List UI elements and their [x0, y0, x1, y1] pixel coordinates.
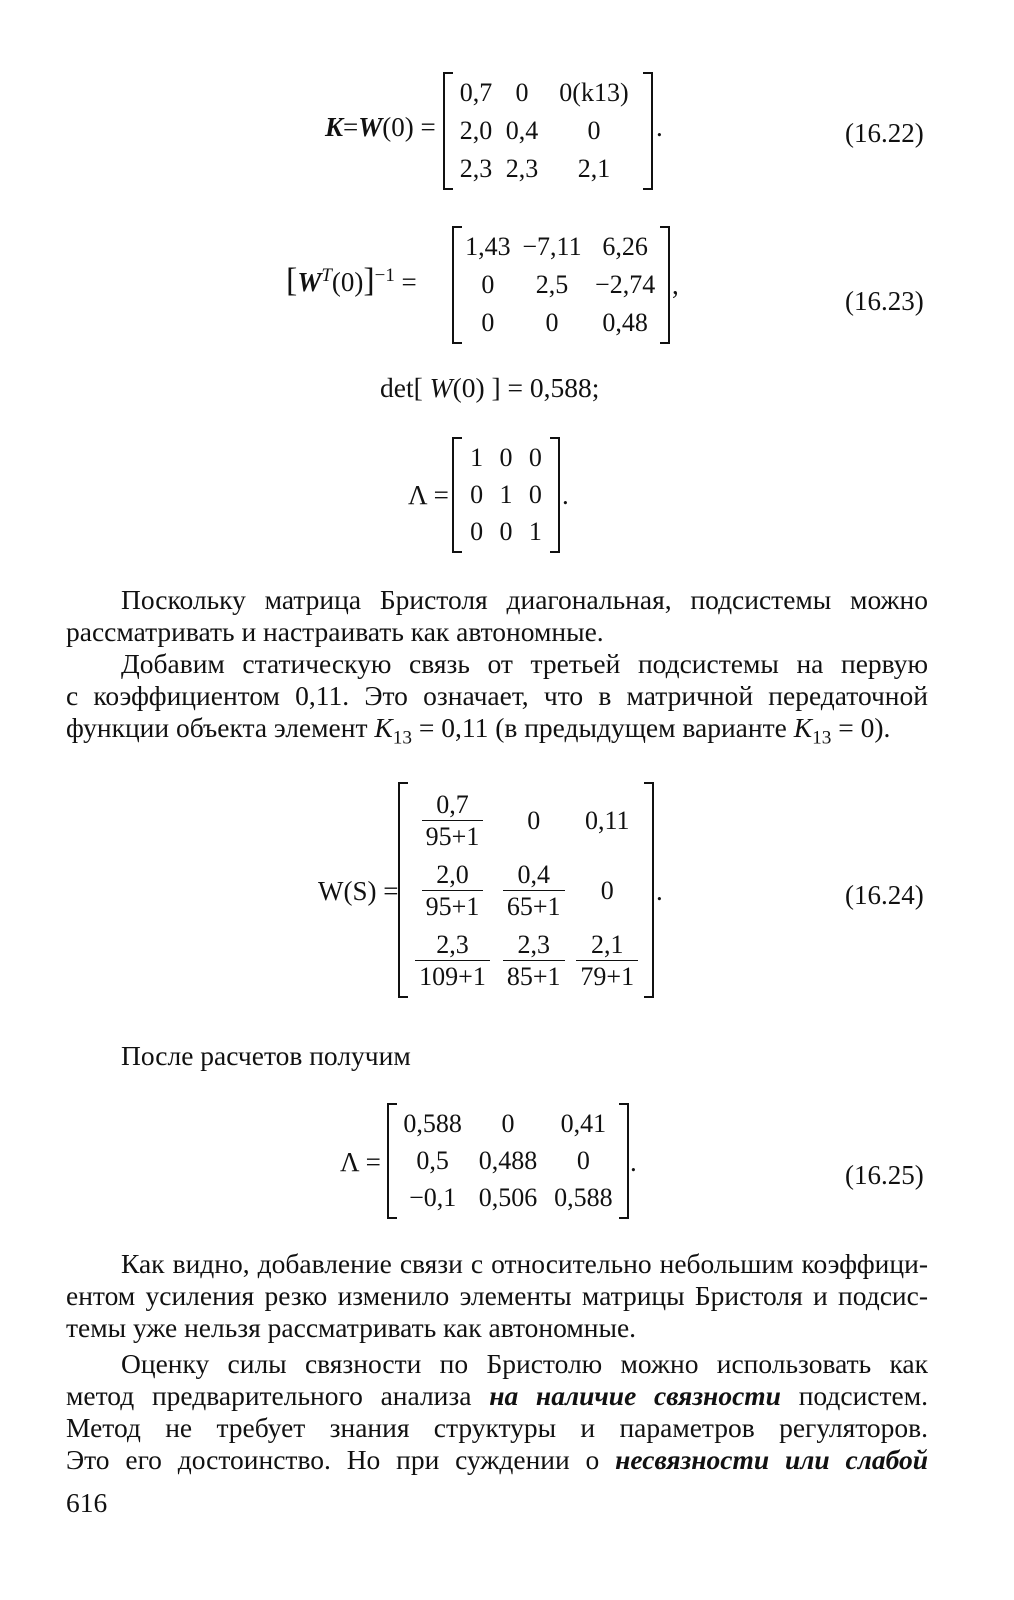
det-w: W [429, 372, 453, 403]
denominator: 95+1 [425, 821, 480, 851]
paragraph-4-line-2-b: подсистем. [780, 1380, 928, 1411]
numerator: 0,4 [503, 860, 565, 891]
matrix-cell: 6,26 [602, 232, 648, 261]
matrix-cell: 0(k13) [559, 78, 629, 107]
matrix-cell: 0,48 [602, 308, 648, 337]
k-subscript: 13 [812, 727, 832, 749]
matrix-cell: −2,74 [595, 270, 656, 299]
numerator: 0,7 [422, 790, 484, 821]
matrix-cell: 0 [470, 479, 484, 509]
matrix-cell: 0,7 [459, 78, 493, 107]
denominator: 95+1 [425, 891, 480, 921]
matrix-cell: 0,506 [478, 1182, 538, 1212]
paragraph-3-line-3: темы уже нельзя рассматривать как автономные. [66, 1312, 637, 1343]
det-pre: det[ [380, 372, 430, 403]
fraction [415, 930, 490, 993]
matrix-cell: 0 [528, 442, 542, 472]
eq-16-22-number: (16.22) [845, 118, 924, 148]
matrix-cell: 0 [600, 876, 614, 905]
lambda-identity-matrix [452, 437, 560, 553]
emphasis-text: несвязности или слабой [615, 1444, 928, 1475]
denominator: 109+1 [419, 961, 486, 991]
fraction [422, 790, 484, 853]
lambda-identity-tail: . [562, 480, 569, 510]
matrix-cell: 0,588 [403, 1108, 462, 1138]
numerator: 2,0 [422, 860, 484, 891]
matrix-cell: 2,1 [577, 154, 611, 183]
lambda-identity-table [462, 439, 550, 550]
eq-16-22-matrix [443, 72, 653, 190]
matrix-cell: 0 [501, 1108, 515, 1138]
eq-16-23-arg: (0) [331, 267, 364, 297]
matrix-cell: 0 [470, 516, 484, 546]
fraction [503, 930, 565, 993]
paragraph-2-line-2: с коэффициентом 0,11. Это означает, что в матричной передаточной [66, 680, 928, 711]
paragraph-2-line-1: Добавим статическую связь от третьей подсистемы на первую [121, 648, 928, 679]
after-calc-line: После расчетов получим [121, 1040, 411, 1071]
eq-16-23-tail: , [672, 270, 679, 300]
eq-16-23-matrix [452, 226, 670, 344]
eq-16-25-number: (16.25) [845, 1160, 924, 1190]
eq-16-22-w: W [358, 112, 383, 142]
matrix-cell: 0 [499, 442, 513, 472]
eq-16-22-table [453, 74, 643, 188]
page-number: 616 [66, 1487, 108, 1518]
k-subscript: 13 [392, 727, 412, 749]
matrix-cell: 0,5 [416, 1145, 449, 1175]
matrix-cell: 2,3 [505, 154, 539, 183]
paragraph-2-line-3-a: функции объекта элемент [66, 712, 375, 743]
numerator: 2,3 [503, 930, 565, 961]
matrix-cell: 0 [576, 1145, 590, 1175]
paragraph-3-line-1: Как видно, добавление связи с относительно небольшим коэффици- [121, 1248, 928, 1279]
matrix-cell: 0,488 [478, 1145, 538, 1175]
fraction [576, 930, 638, 993]
matrix-cell: 2,0 [459, 116, 493, 145]
eq-16-23-sup: T [321, 265, 332, 286]
eq-16-22-tail: . [656, 112, 663, 142]
paragraph-2-line-3 [66, 712, 890, 750]
k-symbol: K [374, 712, 393, 743]
matrix-cell: 0 [587, 116, 601, 145]
paragraph-3-line-2: ентом усиления резко изменило элементы матрицы Бристоля и подсис- [66, 1280, 928, 1311]
matrix-cell: 0 [481, 308, 495, 337]
paragraph-1 [66, 584, 928, 648]
fraction [422, 860, 484, 923]
det-line [380, 372, 599, 404]
eq-16-24-matrix [398, 782, 654, 998]
matrix-cell: 0 [527, 806, 541, 835]
matrix-cell: 0,11 [584, 806, 630, 835]
matrix-cell: 0,588 [554, 1182, 613, 1212]
eq-16-25-lhs: Λ = [340, 1147, 381, 1177]
eq-16-23-exp: −1 [374, 265, 395, 286]
paragraph-4-line-1: Оценку силы связности по Бристолю можно использовать как [121, 1348, 928, 1379]
matrix-cell: 1 [499, 479, 513, 509]
paragraph-2-line-3-c: = 0). [831, 712, 891, 743]
lambda-identity-lhs: Λ = [408, 480, 449, 510]
matrix-cell: −0,1 [409, 1182, 457, 1212]
eq-16-23-number: (16.23) [845, 286, 924, 316]
paragraph-4-line-3: Метод не требует знания структуры и параметров регуляторов. [66, 1412, 928, 1443]
matrix-cell: 0 [528, 479, 542, 509]
matrix-cell: 1 [470, 442, 484, 472]
eq-16-25-tail: . [630, 1147, 637, 1177]
matrix-cell: 0,4 [505, 116, 539, 145]
eq-16-23-lhs: $[W^T(0)]^{-1}$ = [286, 262, 417, 299]
matrix-cell: 1,43 [465, 232, 511, 261]
eq-16-22-k: K [325, 112, 344, 142]
eq-16-25-matrix [387, 1103, 629, 1219]
eq-16-25-table [395, 1105, 621, 1216]
eq-16-24-table [408, 786, 644, 996]
paragraph-4-line-2-a: метод предварительного анализа [66, 1380, 490, 1411]
eq-16-22-lhs: K=W(0) = [325, 112, 436, 142]
emphasis-text: на наличие связности [489, 1380, 781, 1411]
paragraph-4-line-4 [66, 1444, 928, 1476]
matrix-cell: 1 [528, 516, 542, 546]
matrix-cell: 0 [481, 270, 495, 299]
matrix-cell: 2,3 [459, 154, 493, 183]
eq-16-23-w: W [297, 267, 322, 297]
paragraph-1-text: Поскольку матрица Бристоля диагональная, подсистемы можно рассматривать и настраивать как автономные. [66, 584, 928, 647]
matrix-cell: 0 [499, 516, 513, 546]
numerator: 2,1 [576, 930, 638, 961]
matrix-cell: −7,11 [522, 232, 582, 261]
matrix-cell: 0 [515, 78, 529, 107]
eq-16-24-tail: . [656, 876, 663, 906]
paragraph-4-line-4-a: Это его достоинство. Но при суждении о [66, 1444, 616, 1475]
fraction [503, 860, 565, 923]
denominator: 79+1 [580, 961, 635, 991]
k-symbol: K [793, 712, 813, 743]
matrix-cell: 0,41 [560, 1108, 607, 1138]
eq-16-24-lhs: W(S) = [318, 876, 399, 906]
paragraph-4-line-2 [66, 1380, 928, 1412]
matrix-cell: 2,5 [535, 270, 569, 299]
eq-16-22-lhs-rest: (0) = [382, 112, 436, 142]
denominator: 85+1 [506, 961, 561, 991]
eq-16-23-table [460, 228, 662, 342]
eq-16-24-number: (16.24) [845, 880, 924, 910]
denominator: 65+1 [506, 891, 561, 921]
paragraph-2-line-3-b: = 0,11 (в предыдущем варианте [411, 712, 794, 743]
det-post: (0) ] = 0,588; [452, 372, 600, 403]
numerator: 2,3 [415, 930, 490, 961]
matrix-cell: 0 [545, 308, 559, 337]
